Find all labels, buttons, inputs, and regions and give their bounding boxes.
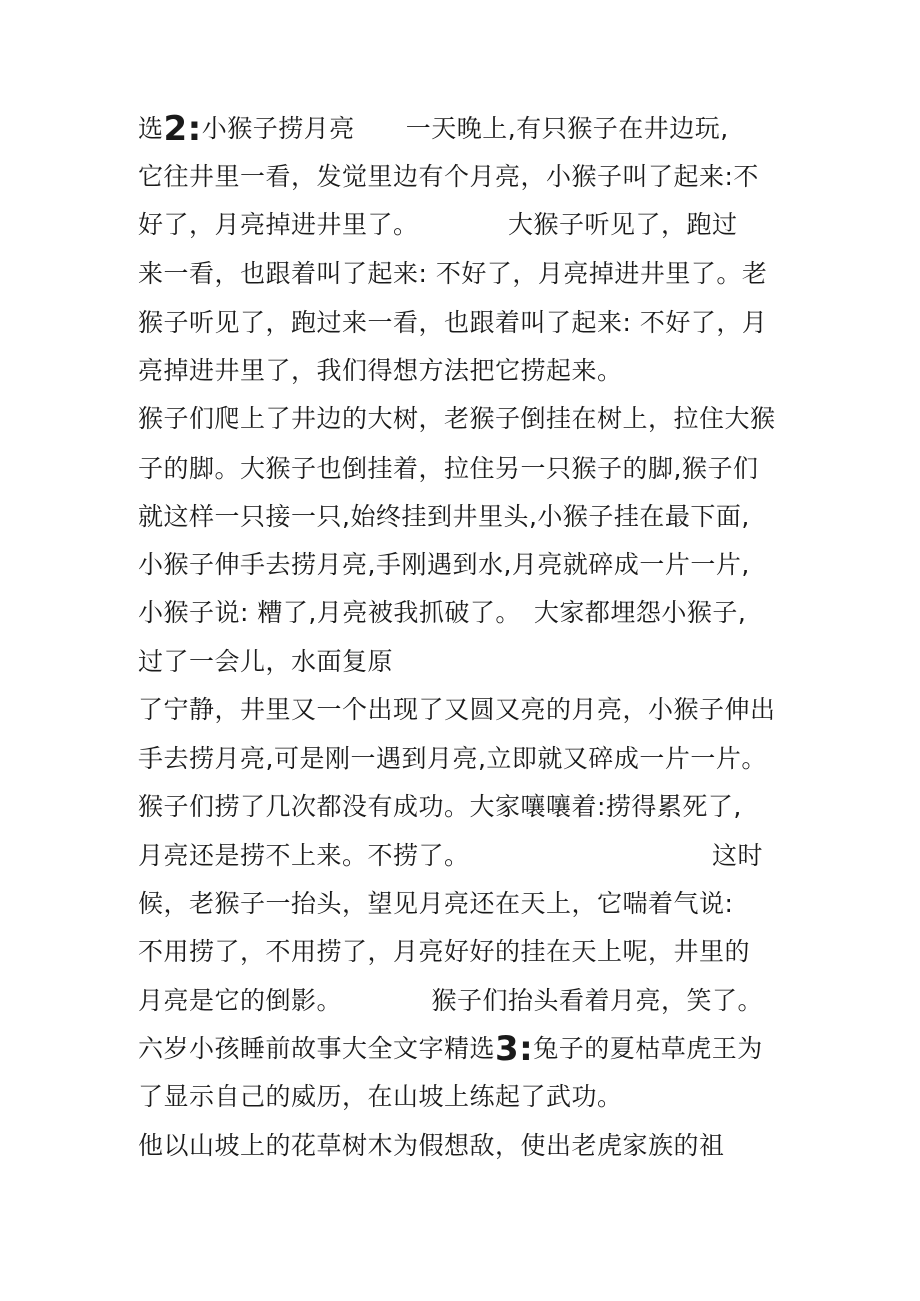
text-line: 猴子们爬上了井边的大树，老猴子倒挂在树上，拉住大猴 <box>138 404 776 433</box>
text-line: 手去捞月亮,可是刚一遇到月亮,立即就又碎成一片一片。 <box>138 744 767 773</box>
text-segment: 六岁小孩睡前故事大全文字精选 <box>138 1034 496 1063</box>
text-line <box>138 109 729 149</box>
text-line <box>138 1029 763 1069</box>
text-line: 就这样一只接一只,始终挂到井里头,小猴子挂在最下面, <box>138 502 750 531</box>
section-number: 3: <box>495 1029 534 1069</box>
text-line: 了显示自己的威历，在山坡上练起了武功。 <box>138 1082 623 1111</box>
text-line: 好了，月亮掉进井里了。 大猴子听见了，跑过 <box>138 210 738 239</box>
text-segment: 选 <box>138 114 164 143</box>
text-segment: 兔子的夏枯草虎王为 <box>533 1034 763 1063</box>
text-segment: 小猴子捞月亮 一天晚上,有只猴子在井边玩, <box>201 114 729 143</box>
text-line: 过了一会儿，水面复原 <box>138 647 394 676</box>
text-line: 猴子们捞了几次都没有成功。大家嚷嚷着:捞得累死了, <box>138 792 742 821</box>
text-line: 亮掉进井里了，我们得想方法把它捞起来。 <box>138 356 623 385</box>
text-line: 小猴子说: 糟了,月亮被我抓破了。 大家都埋怨小猴子, <box>138 598 747 627</box>
text-line: 猴子听见了，跑过来一看，也跟着叫了起来: 不好了，月 <box>138 308 768 337</box>
text-line: 了宁静，井里又一个出现了又圆又亮的月亮，小猴子伸出 <box>138 695 776 724</box>
text-line: 月亮还是捞不上来。不捞了。 这时 <box>138 841 764 870</box>
text-line: 不用捞了，不用捞了，月亮好好的挂在天上呢，井里的 <box>138 937 751 966</box>
text-line: 月亮是它的倒影。 猴子们抬头看着月亮，笑了。 <box>138 986 764 1015</box>
section-number: 2: <box>163 109 202 149</box>
text-line: 候，老猴子一抬头，望见月亮还在天上，它喘着气说: <box>138 889 734 918</box>
text-line: 它往井里一看，发觉里边有个月亮，小猴子叫了起来:不 <box>138 162 759 191</box>
text-line: 子的脚。大猴子也倒挂着，拉住另一只猴子的脚,猴子们 <box>138 454 759 483</box>
text-line: 小猴子伸手去捞月亮,手刚遇到水,月亮就碎成一片一片, <box>138 550 750 579</box>
text-line: 来一看，也跟着叫了起来: 不好了，月亮掉进井里了。老 <box>138 259 768 288</box>
text-line: 他以山坡上的花草树木为假想敌，使出老虎家族的祖 <box>138 1131 725 1160</box>
